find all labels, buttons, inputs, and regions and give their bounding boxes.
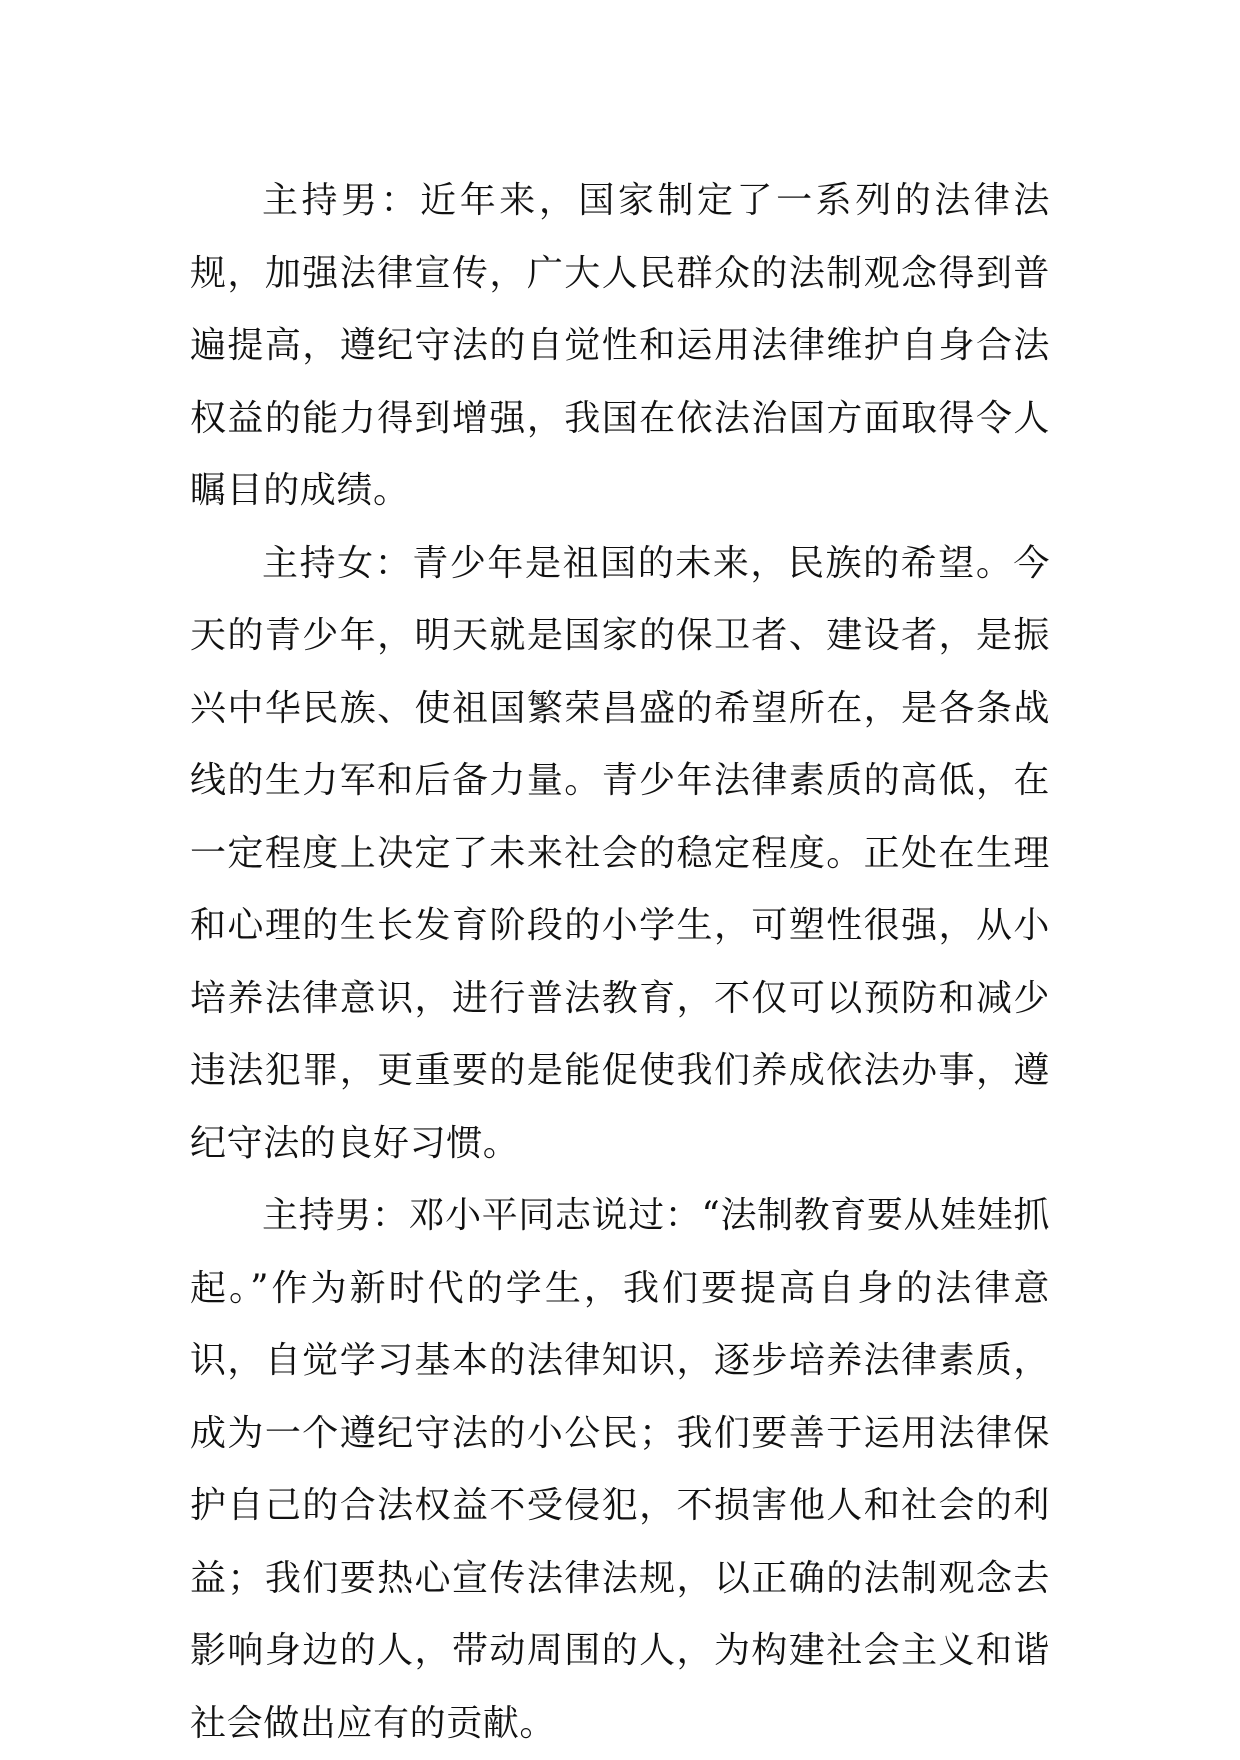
paragraph-host-female: 主持女：青少年是祖国的未来，民族的希望。今天的青少年，明天就是国家的保卫者、建设者，是振兴中华民族、使祖国繁荣昌盛的希望所在，是各条战线的生力军和后备力量。青少年法律素质的高低，在一定程度上决定了未来社会的稳定程度。正处在生理和心理的生长发育阶段的小学生，可塑性很强，从小培养法律意识，进行普法教育，不仅可以预防和减少违法犯罪，更重要的是能促使我们养成依法办事，遵纪守法的良好习惯。 — [190, 542, 1050, 1164]
document-body — [190, 165, 1050, 1760]
paragraph-host-male-1: 主持男：近年来，国家制定了一系列的法律法规，加强法律宣传，广大人民群众的法制观念得到普遍提高，遵纪守法的自觉性和运用法律维护自身合法权益的能力得到增强，我国在依法治国方面取得令人瞩目的成绩。 — [190, 180, 1050, 511]
paragraph-host-male-2: 主持男：邓小平同志说过：“法制教育要从娃娃抓起。”作为新时代的学生，我们要提高自身的法律意识，自觉学习基本的法律知识，逐步培养法律素质，成为一个遵纪守法的小公民；我们要善于运用法律保护自己的合法权益不受侵犯，不损害他人和社会的利益；我们要热心宣传法律法规，以正确的法制观念去影响身边的人，带动周围的人，为构建社会主义和谐社会做出应有的贡献。 — [190, 1195, 1050, 1744]
